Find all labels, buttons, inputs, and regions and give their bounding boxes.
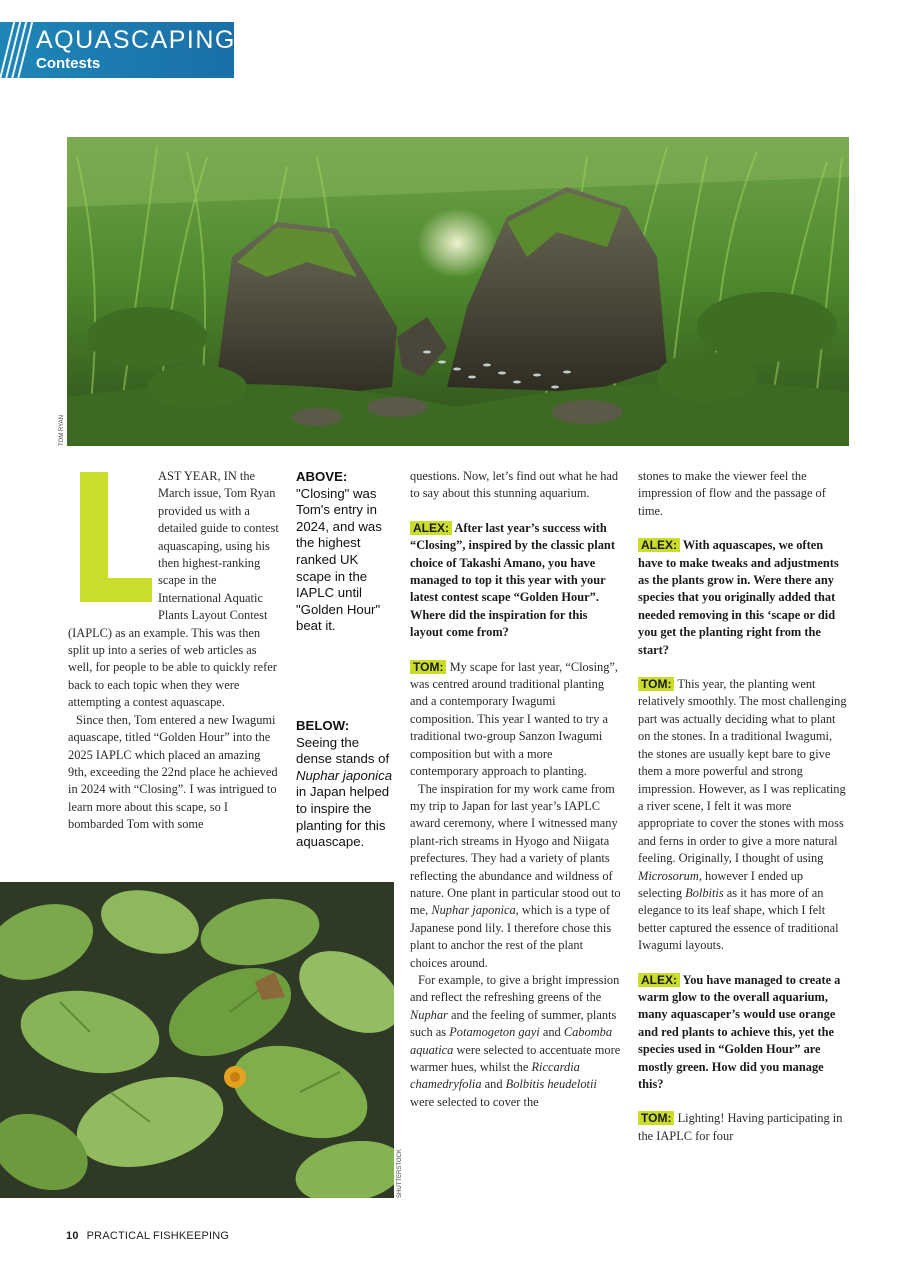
- interview-column-4: [638, 468, 850, 1145]
- speaker-tag-tom: TOM:: [638, 1111, 674, 1125]
- page-number: 10: [66, 1230, 79, 1242]
- answer-1-paragraph-3: For example, to give a bright impression and reflect the refreshing greens of the Nuphar and the feeling of summer, plants such as Potamogeton gayi and Cabomba aquatica were selected to accentuate more warmer hues, whilst the Riccardia chamedryfolia and Bolbitis heudelotii were selected to cover the: [410, 972, 621, 1109]
- intro-column: [68, 468, 280, 834]
- answer-2: TOM: This year, the planting went relatively smoothly. The most challenging part was actually deciding what to plant on the stones. In a traditional Iwagumi, the stones are usually kept bare to give them a more powerful and strong impression. However, as I was replicating a river scene, I felt it was more appropriate to cover the stones with moss and ferns in order to give a more natural feeling. Originally, I thought of using Microsorum, however I ended up selecting Bolbitis as it has more of an elegance to its leaf shape, which I felt better captured the essence of traditional Iwagumi layouts.: [638, 677, 847, 953]
- question-1: ALEX: After last year’s success with “Closing”, inspired by the classic plant choice of Takashi Amano, you have managed to top it this year with your latest contest scape “Golden Hour”. Where did the inspiration for this layout come from?: [410, 520, 615, 640]
- speaker-tag-tom: TOM:: [638, 677, 674, 691]
- speaker-tag-alex: ALEX:: [410, 521, 452, 535]
- answer-1-paragraph-2: The inspiration for my work came from my trip to Japan for last year’s IAPLC award ceremony, where I witnessed many plant-rich streams in Hyogo and Niigata prefectures. They had a variety of plants reflecting the abundance and wildness of nature. One plant in particular stood out to me, Nuphar japonica, which is a type of Japanese pond lily. I therefore chose this plant to anchor the rest of the plant choices around.: [410, 781, 621, 970]
- aquascape-illustration: [67, 137, 849, 446]
- question-3: ALEX: You have managed to create a warm glow to the overall aquarium, many aquascaper’s would use orange and red plants to achieve this, yet the species used in “Golden Hour” are mostly green. How did you manage this?: [638, 972, 841, 1091]
- section-subtitle: Contests: [36, 55, 101, 72]
- speaker-tag-alex: ALEX:: [638, 538, 680, 552]
- answer-3: TOM: Lighting! Having participating in the IAPLC for four: [638, 1111, 843, 1143]
- banner-stripes: [2, 22, 34, 78]
- caption-below: BELOW: Seeing the dense stands of Nuphar japonica in Japan helped to inspire the planting for this aquascape.: [296, 718, 393, 850]
- intro-paragraph-1: AST YEAR, IN the March issue, Tom Ryan provided us with a detailed guide to contest aquascaping, using his then highest-ranking scape in the International Aquatic Plants Layout Contest (IAPLC) as an example. This was then split up into a series of web articles as well, for people to be able to quickly refer back to each topic when they were attempting a contest aquascape.: [68, 469, 279, 710]
- hero-aquascape-image: [67, 137, 849, 446]
- speaker-tag-alex: ALEX:: [638, 973, 680, 987]
- question-2: ALEX: With aquascapes, we often have to make tweaks and adjustments as the plants grow in. Were there any species that you originally added that needed removing in this ‘scape or did you get the planting right from the start?: [638, 538, 839, 657]
- lily-illustration: [0, 882, 394, 1198]
- caption-above: [296, 469, 394, 635]
- interview-column-3: [410, 468, 622, 1111]
- answer-1: TOM: My scape for last year, “Closing”, was centred around traditional planting and a contemporary Iwagumi composition. This year I wanted to try a traditional two-group Sanzon Iwagumi composition but with a more contemporary approach to planting.: [410, 659, 619, 779]
- section-banner: [0, 22, 234, 78]
- drop-cap-letter-graphic: [66, 470, 156, 610]
- caption-above-label: ABOVE:: [296, 469, 348, 484]
- continued-paragraph: questions. Now, let’s find out what he had to say about this stunning aquarium.: [410, 469, 619, 501]
- caption-above-text: "Closing" was Tom's entry in 2024, and was the highest ranked UK scape in the IAPLC until "Golden Hour" beat it.: [296, 485, 382, 634]
- intro-paragraph-2: Since then, Tom entered a new Iwagumi aquascape, titled “Golden Hour” into the 2025 IAPLC which placed an amazing 9th, exceeding the 22nd place he achieved in 2024 with “Closing”. I was intrigued to learn more about this scape, so I bombarded Tom with some: [68, 712, 278, 832]
- caption-below-label: BELOW:: [296, 718, 350, 733]
- continued-paragraph: stones to make the viewer feel the impression of flow and the passage of time.: [638, 469, 826, 518]
- speaker-tag-tom: TOM:: [410, 660, 446, 674]
- hero-photo-credit: TOM RYAN: [59, 414, 65, 446]
- drop-cap: [66, 470, 156, 610]
- nuphar-lily-image: [0, 882, 394, 1198]
- page-footer: [66, 1230, 229, 1242]
- lily-photo-credit: SHUTTERSTOCK: [397, 1149, 403, 1198]
- section-title: AQUASCAPING: [36, 26, 236, 54]
- magazine-name: PRACTICAL FISHKEEPING: [86, 1230, 230, 1242]
